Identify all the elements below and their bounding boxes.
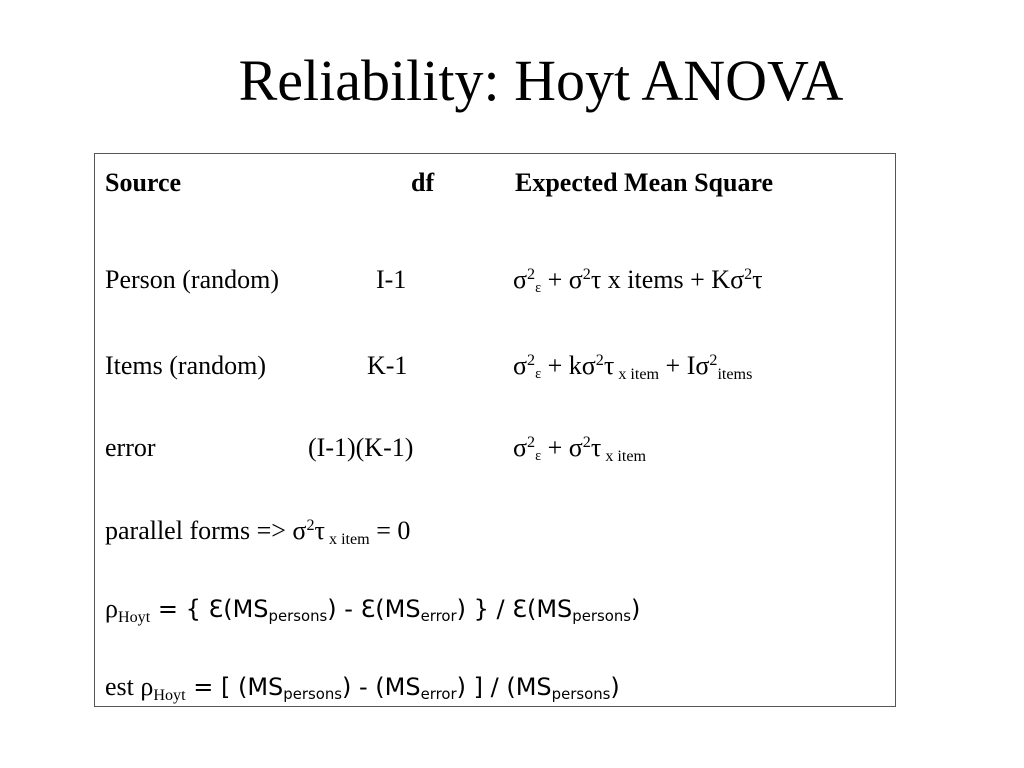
row-items-ems: $\sigma^2_\varepsilon + k\sigma^2\tau$ $_{x item} + I\sigma^2_{items}$: [513, 351, 753, 383]
header-df: df: [411, 168, 435, 197]
header-source: Source: [105, 168, 182, 197]
header-ems: Expected Mean Square: [515, 168, 774, 197]
row-error-source: error: [105, 433, 156, 462]
row-items-df: K-1: [367, 351, 408, 380]
est-rho-hoyt-formula: est $\rho_{Hoyt}$ = [ $(MS_{persons}) - (MS_{error})$ ] / $(MS_{persons})$: [105, 672, 620, 704]
row-person-ems: $\sigma^2_\varepsilon + \sigma^2\tau$ x items + $K\sigma^2\tau$: [513, 265, 763, 297]
row-person-df: I-1: [376, 265, 407, 294]
row-error-df: (I-1)(K-1): [308, 433, 414, 462]
slide-title: Reliability: Hoyt ANOVA: [238, 48, 844, 113]
parallel-forms-line: parallel forms => $\sigma^2\tau$ $_{x item}$ = 0: [105, 516, 411, 548]
row-error-ems: $\sigma^2_\varepsilon + \sigma^2\tau$ $_{x item}$: [513, 433, 647, 465]
content-box: [94, 153, 896, 707]
rho-hoyt-formula: $\rho_{Hoyt}$ = { $Ɛ(MS_{persons})$ - $Ɛ(MS_{error})$ } / $Ɛ(MS_{persons})$: [105, 594, 641, 626]
row-person-source: Person (random): [105, 265, 280, 294]
row-items-source: Items (random): [105, 351, 267, 380]
